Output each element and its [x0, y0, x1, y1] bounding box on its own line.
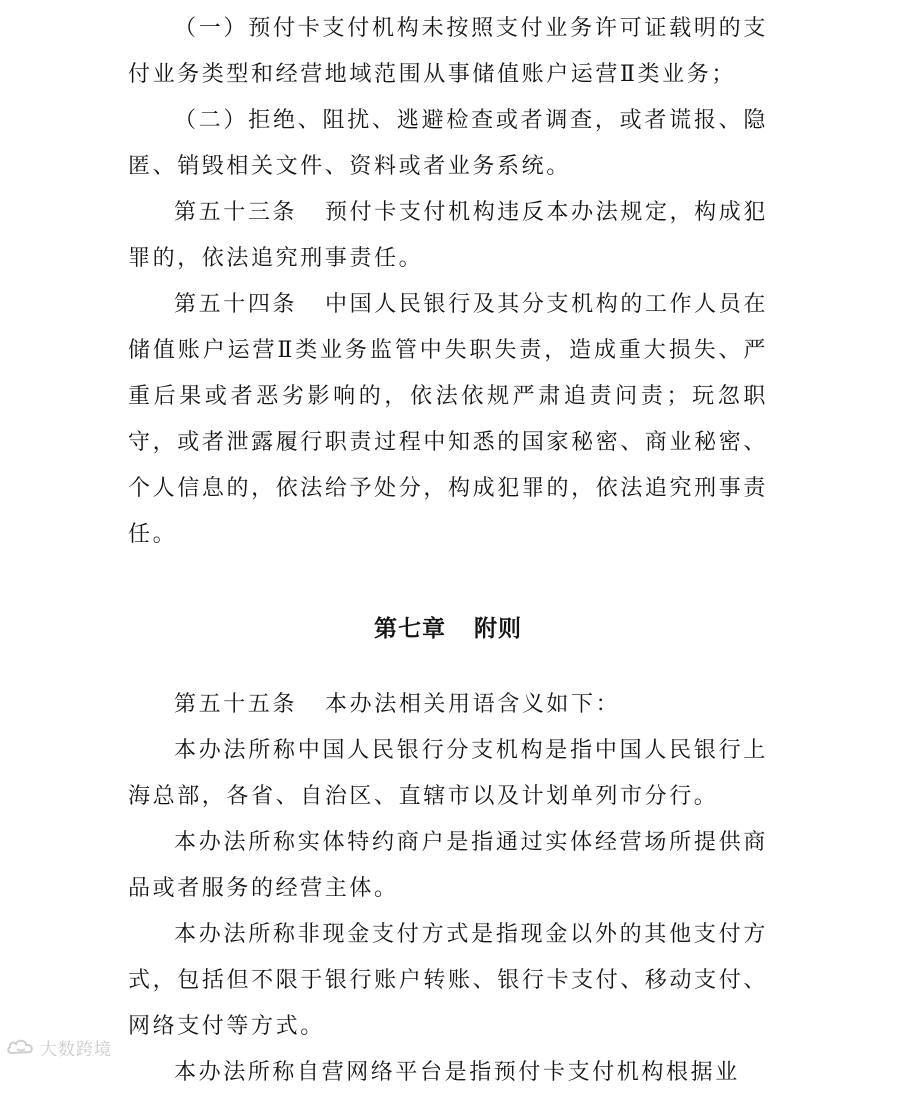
article-54: [128, 282, 768, 558]
definition-merchant: 本办法所称实体特约商户是指通过实体经营场所提供商品或者服务的经营主体。: [128, 830, 768, 901]
article-55-text: 本办法相关用语含义如下：: [325, 692, 621, 717]
watermark: [6, 1034, 112, 1060]
document-page: [128, 0, 768, 1096]
definition-branch: 本办法所称中国人民银行分支机构是指中国人民银行上海总部，各省、自治区、直辖市以及计划单列市分行。: [128, 738, 768, 809]
clause-1: （一）预付卡支付机构未按照支付业务许可证载明的支付业务类型和经营地域范围从事储值账户运营Ⅱ类业务；: [128, 16, 768, 87]
watermark-text: 大数跨境: [40, 1039, 112, 1060]
article-54-text: 中国人民银行及其分支机构的工作人员在储值账户运营Ⅱ类业务监管中失职失责，造成重大损失、严重后果或者恶劣影响的，依法依规严肃追责问责；玩忽职守，或者泄露履行职责过程中知悉的国家秘密、商业秘密、个人信息的，依法给予处分，构成犯罪的，依法追究刑事责任。: [128, 292, 768, 547]
cloud-logo-icon: [6, 1037, 36, 1057]
article-55: [128, 682, 768, 728]
definition-noncash: 本办法所称非现金支付方式是指现金以外的其他支付方式，包括但不限于银行账户转账、银行卡支付、移动支付、网络支付等方式。: [128, 922, 768, 1039]
chapter-number: 第七章: [374, 616, 446, 642]
article-55-label: 第五十五条: [174, 692, 298, 717]
chapter-heading: [128, 558, 768, 682]
definition-platform: 本办法所称自营网络平台是指预付卡支付机构根据业: [174, 1060, 740, 1085]
article-53: [128, 190, 768, 282]
article-54-label: 第五十四条: [174, 292, 298, 317]
article-53-text: 预付卡支付机构违反本办法规定，构成犯罪的，依法追究刑事责任。: [128, 200, 768, 271]
clause-2: （二）拒绝、阻扰、逃避检查或者调查，或者谎报、隐匿、销毁相关文件、资料或者业务系统。: [128, 108, 768, 179]
article-53-label: 第五十三条: [174, 200, 298, 225]
chapter-title: 附则: [474, 616, 522, 642]
